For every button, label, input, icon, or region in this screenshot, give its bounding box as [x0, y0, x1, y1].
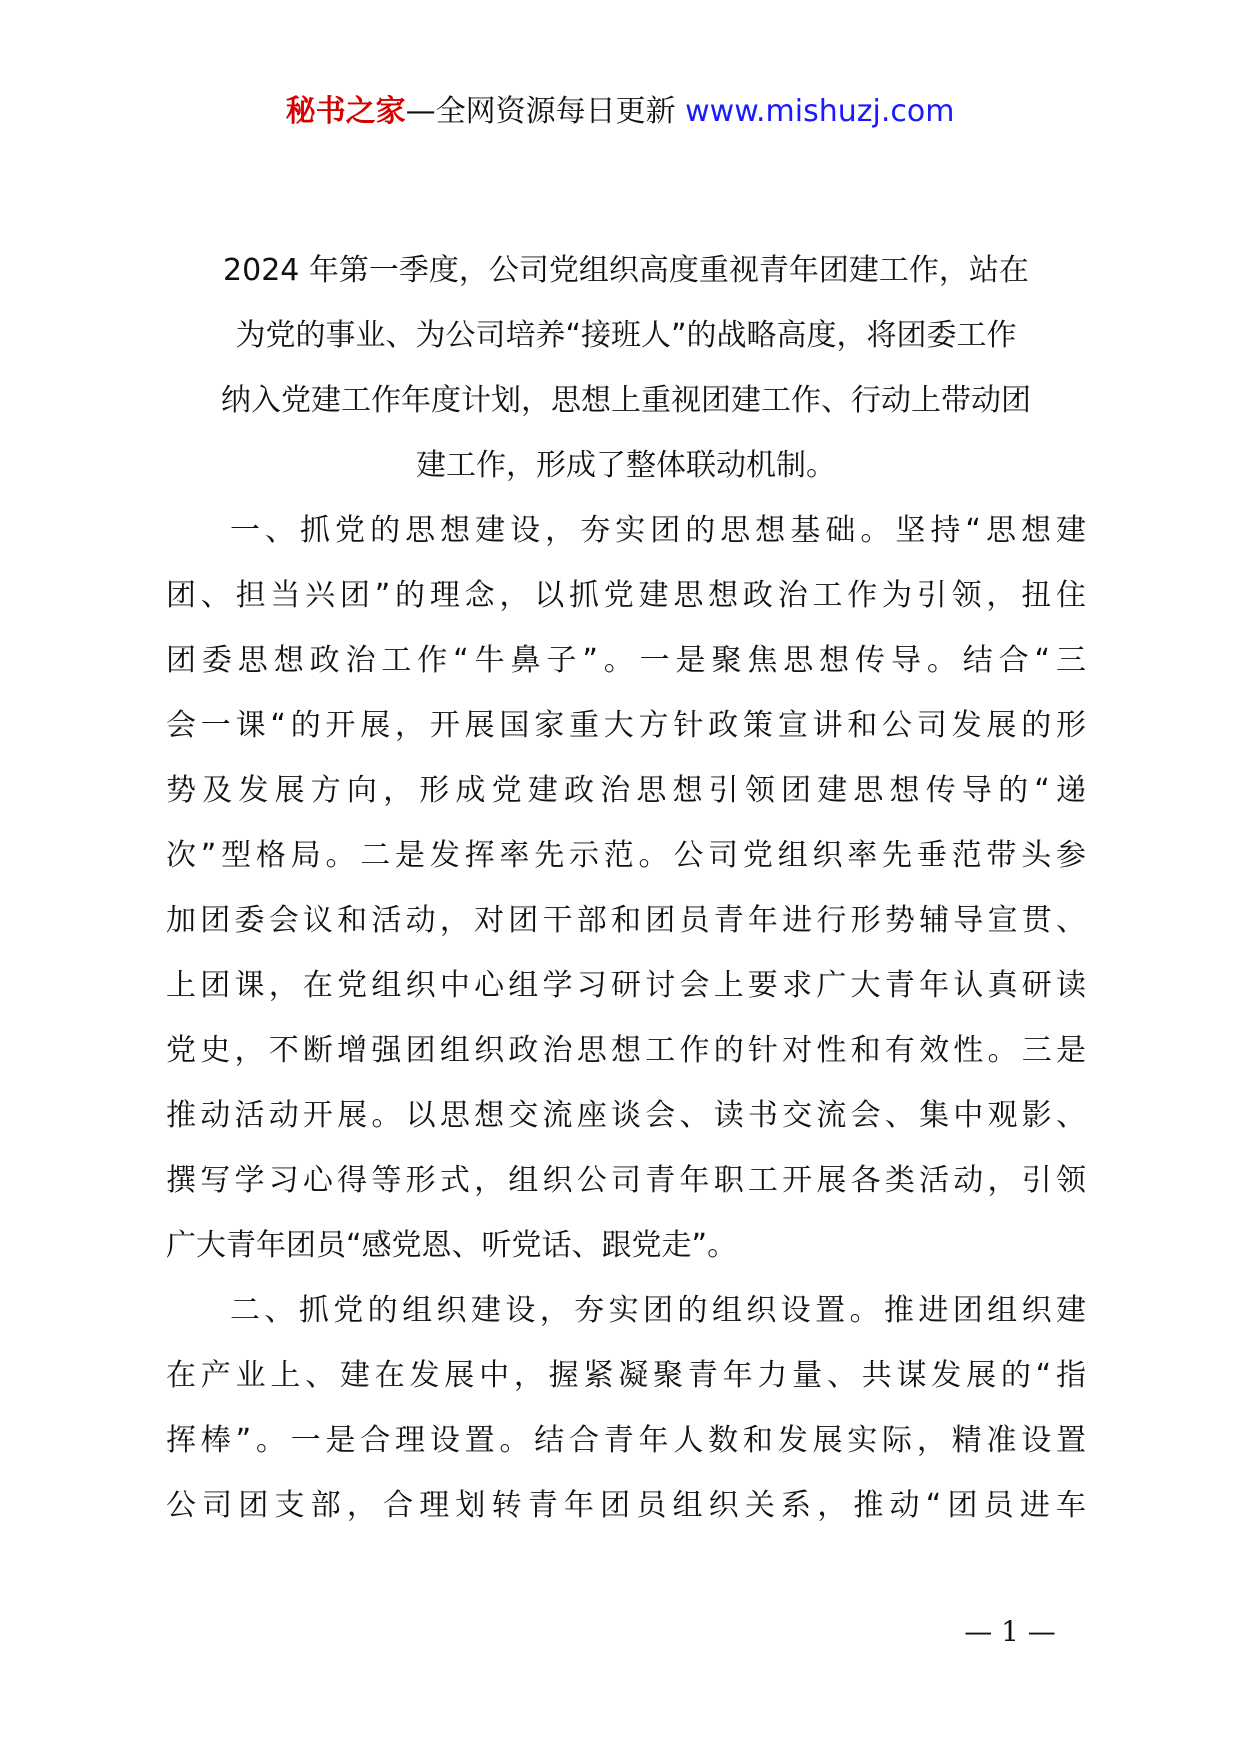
text-line: 加团委会议和活动，对团干部和团员青年进行形势辅导宣贯、: [166, 903, 1086, 938]
text-line: 2024 年第一季度，公司党组织高度重视青年团建工作，站在: [223, 253, 1029, 288]
page-header: [0, 92, 1240, 132]
text-line: 撰写学习心得等形式，组织公司青年职工开展各类活动，引领: [166, 1163, 1086, 1198]
text-line: 团、担当兴团”的理念，以抓党建思想政治工作为引领，扭住: [166, 578, 1086, 613]
paragraph-heading-line: 一、抓党的思想建设，夯实团的思想基础。坚持“思想建: [230, 513, 1086, 548]
text-line: 会一课“的开展，开展国家重大方针政策宣讲和公司发展的形: [166, 708, 1086, 743]
page-number: — 1 —: [964, 1615, 1056, 1648]
text-line: 上团课，在党组织中心组学习研讨会上要求广大青年认真研读: [166, 968, 1086, 1003]
header-tagline: —全网资源每日更新: [405, 94, 686, 129]
paragraph-heading-line: 二、抓党的组织建设，夯实团的组织设置。推进团组织建: [230, 1293, 1086, 1328]
text-line: 建工作，形成了整体联动机制。: [416, 448, 836, 483]
text-line: 在产业上、建在发展中，握紧凝聚青年力量、共谋发展的“指: [166, 1358, 1086, 1393]
text-line: 公司团支部，合理划转青年团员组织关系，推动“团员进车: [166, 1488, 1086, 1523]
text-line: 为党的事业、为公司培养“接班人”的战略高度，将团委工作: [235, 318, 1017, 353]
text-line: 次”型格局。二是发挥率先示范。公司党组织率先垂范带头参: [166, 838, 1086, 873]
site-url-link[interactable]: www.mishuzj.com: [685, 94, 955, 129]
text-line: 挥棒”。一是合理设置。结合青年人数和发展实际，精准设置: [166, 1423, 1086, 1458]
text-line: 团委思想政治工作“牛鼻子”。一是聚焦思想传导。结合“三: [166, 643, 1086, 678]
text-line: 广大青年团员“感党恩、听党话、跟党走”。: [166, 1228, 738, 1263]
text-line: 推动活动开展。以思想交流座谈会、读书交流会、集中观影、: [166, 1098, 1086, 1133]
text-line: 势及发展方向，形成党建政治思想引领团建思想传导的“递: [166, 773, 1086, 808]
text-line: 纳入党建工作年度计划，思想上重视团建工作、行动上带动团: [221, 383, 1031, 418]
text-line: 党史，不断增强团组织政治思想工作的针对性和有效性。三是: [166, 1033, 1086, 1068]
document-body: [166, 238, 1086, 1538]
brand-name: 秘书之家: [285, 94, 406, 129]
